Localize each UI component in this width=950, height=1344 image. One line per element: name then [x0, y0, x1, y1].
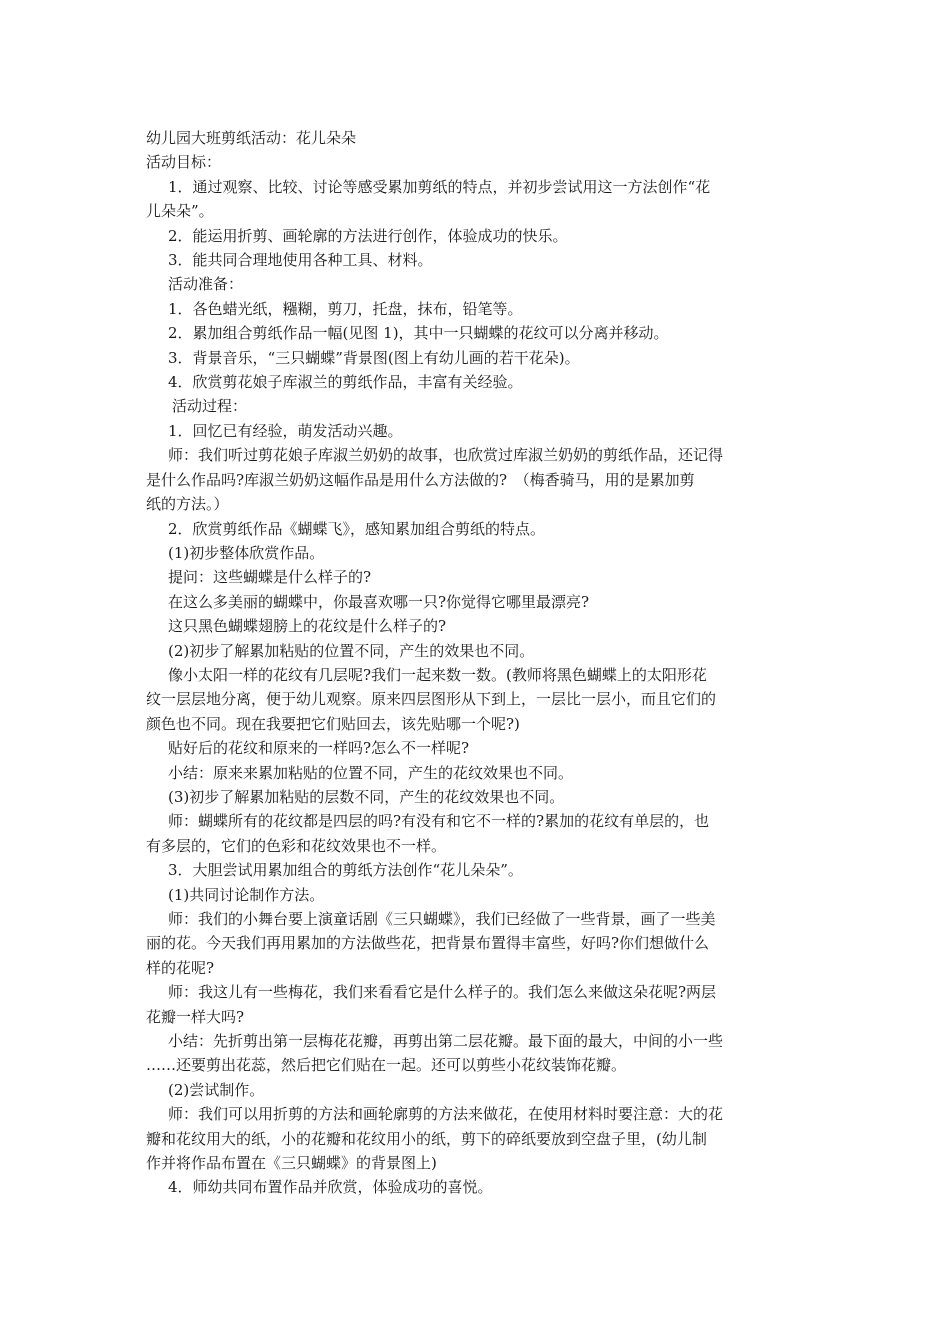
text-line: 1．各色蜡光纸，糨糊，剪刀，托盘，抹布，铅笔等。: [168, 299, 523, 318]
text-line: 1．回忆已有经验，萌发活动兴趣。: [168, 421, 403, 440]
text-line: 3．背景音乐，“三只蝴蝶”背景图(图上有幼儿画的若干花朵)。: [168, 348, 580, 367]
text-line: 活动准备：: [168, 275, 244, 294]
text-line: 2．能运用折剪、画轮廓的方法进行创作，体验成功的快乐。: [168, 226, 568, 245]
text-line: 提问：这些蝴蝶是什么样子的?: [168, 568, 372, 587]
text-line: 贴好后的花纹和原来的一样吗?怎么不一样呢?: [168, 739, 470, 758]
document-body: [146, 126, 808, 1200]
text-line: (2)初步了解累加粘贴的位置不同，产生的效果也不同。: [168, 641, 535, 660]
text-line: 1．通过观察、比较、讨论等感受累加剪纸的特点，并初步尝试用这一方法创作“花: [168, 177, 711, 196]
text-line: 有多层的，它们的色彩和花纹效果也不一样。: [146, 836, 447, 855]
text-line: 2．欣赏剪纸作品《蝴蝶飞》，感知累加组合剪纸的特点。: [168, 519, 546, 538]
document-text: [146, 150, 808, 1199]
text-line: ……还要剪出花蕊，然后把它们贴在一起。还可以剪些小花纹装饰花瓣。: [146, 1056, 627, 1075]
text-line: 师：我们听过剪花娘子库淑兰奶奶的故事，也欣赏过库淑兰奶奶的剪纸作品，还记得: [168, 446, 724, 465]
text-line: 活动目标：: [146, 153, 222, 172]
text-line: 样的花呢?: [146, 958, 215, 977]
text-line: 丽的花。今天我们再用累加的方法做些花，把背景布置得丰富些，好吗?你们想做什么: [146, 934, 710, 953]
text-line: 纹一层层地分离，便于幼儿观察。原来四层图形从下到上，一层比一层小，而且它们的: [146, 690, 717, 709]
text-line: 纸的方法。）: [146, 495, 229, 514]
text-line: 师：我们可以用折剪的方法和画轮廓剪的方法来做花，在使用材料时要注意：大的花: [168, 1105, 724, 1124]
text-line: (1)初步整体欣赏作品。: [168, 543, 325, 562]
text-line: 像小太阳一样的花纹有几层呢?我们一起来数一数。(教师将黑色蝴蝶上的太阳形花: [168, 665, 707, 684]
text-line: (3)初步了解累加粘贴的层数不同，产生的花纹效果也不同。: [168, 787, 565, 806]
text-line: 小结：先折剪出第一层梅花花瓣，再剪出第二层花瓣。最下面的最大，中间的小一些: [168, 1032, 724, 1051]
text-line: 4．欣赏剪花娘子库淑兰的剪纸作品，丰富有关经验。: [168, 373, 523, 392]
text-line: 3．大胆尝试用累加组合的剪纸方法创作“花儿朵朵”。: [168, 861, 523, 880]
text-line: 瓣和花纹用大的纸，小的花瓣和花纹用小的纸，剪下的碎纸要放到空盘子里，(幼儿制: [146, 1129, 707, 1148]
text-line: 师：蝴蝶所有的花纹都是四层的吗?有没有和它不一样的?累加的花纹有单层的，也: [168, 812, 710, 831]
text-line: (2)尝试制作。: [168, 1080, 265, 1099]
text-line: 活动过程：: [172, 397, 248, 416]
text-line: 儿朵朵”。: [146, 202, 214, 221]
text-line: 作并将作品布置在《三只蝴蝶》的背景图上): [146, 1154, 437, 1173]
text-line: 2．累加组合剪纸作品一幅(见图 1)，其中一只蝴蝶的花纹可以分离并移动。: [168, 324, 669, 343]
text-line: 小结：原来来累加粘贴的位置不同，产生的花纹效果也不同。: [168, 763, 574, 782]
text-line: 师：我这儿有一些梅花，我们来看看它是什么样子的。我们怎么来做这朵花呢?两层: [168, 983, 717, 1002]
text-line: (1)共同讨论制作方法。: [168, 885, 325, 904]
document-title: 幼儿园大班剪纸活动：花儿朵朵: [146, 129, 357, 147]
text-line: 3．能共同合理地使用各种工具、材料。: [168, 251, 433, 270]
text-line: 师：我们的小舞台要上演童话剧《三只蝴蝶》，我们已经做了一些背景，画了一些美: [168, 910, 716, 928]
text-line: 颜色也不同。现在我要把它们贴回去，该先贴哪一个呢?): [146, 714, 520, 733]
text-line: 在这么多美丽的蝴蝶中，你最喜欢哪一只?你觉得它哪里最漂亮?: [168, 592, 590, 611]
text-line: 这只黑色蝴蝶翅膀上的花纹是什么样子的?: [168, 617, 447, 636]
text-line: 4．师幼共同布置作品并欣赏，体验成功的喜悦。: [168, 1178, 493, 1197]
text-line: 花瓣一样大吗?: [146, 1007, 245, 1026]
text-line: 是什么作品吗?库淑兰奶奶这幅作品是用什么方法做的? （梅香骑马，用的是累加剪: [146, 470, 695, 489]
